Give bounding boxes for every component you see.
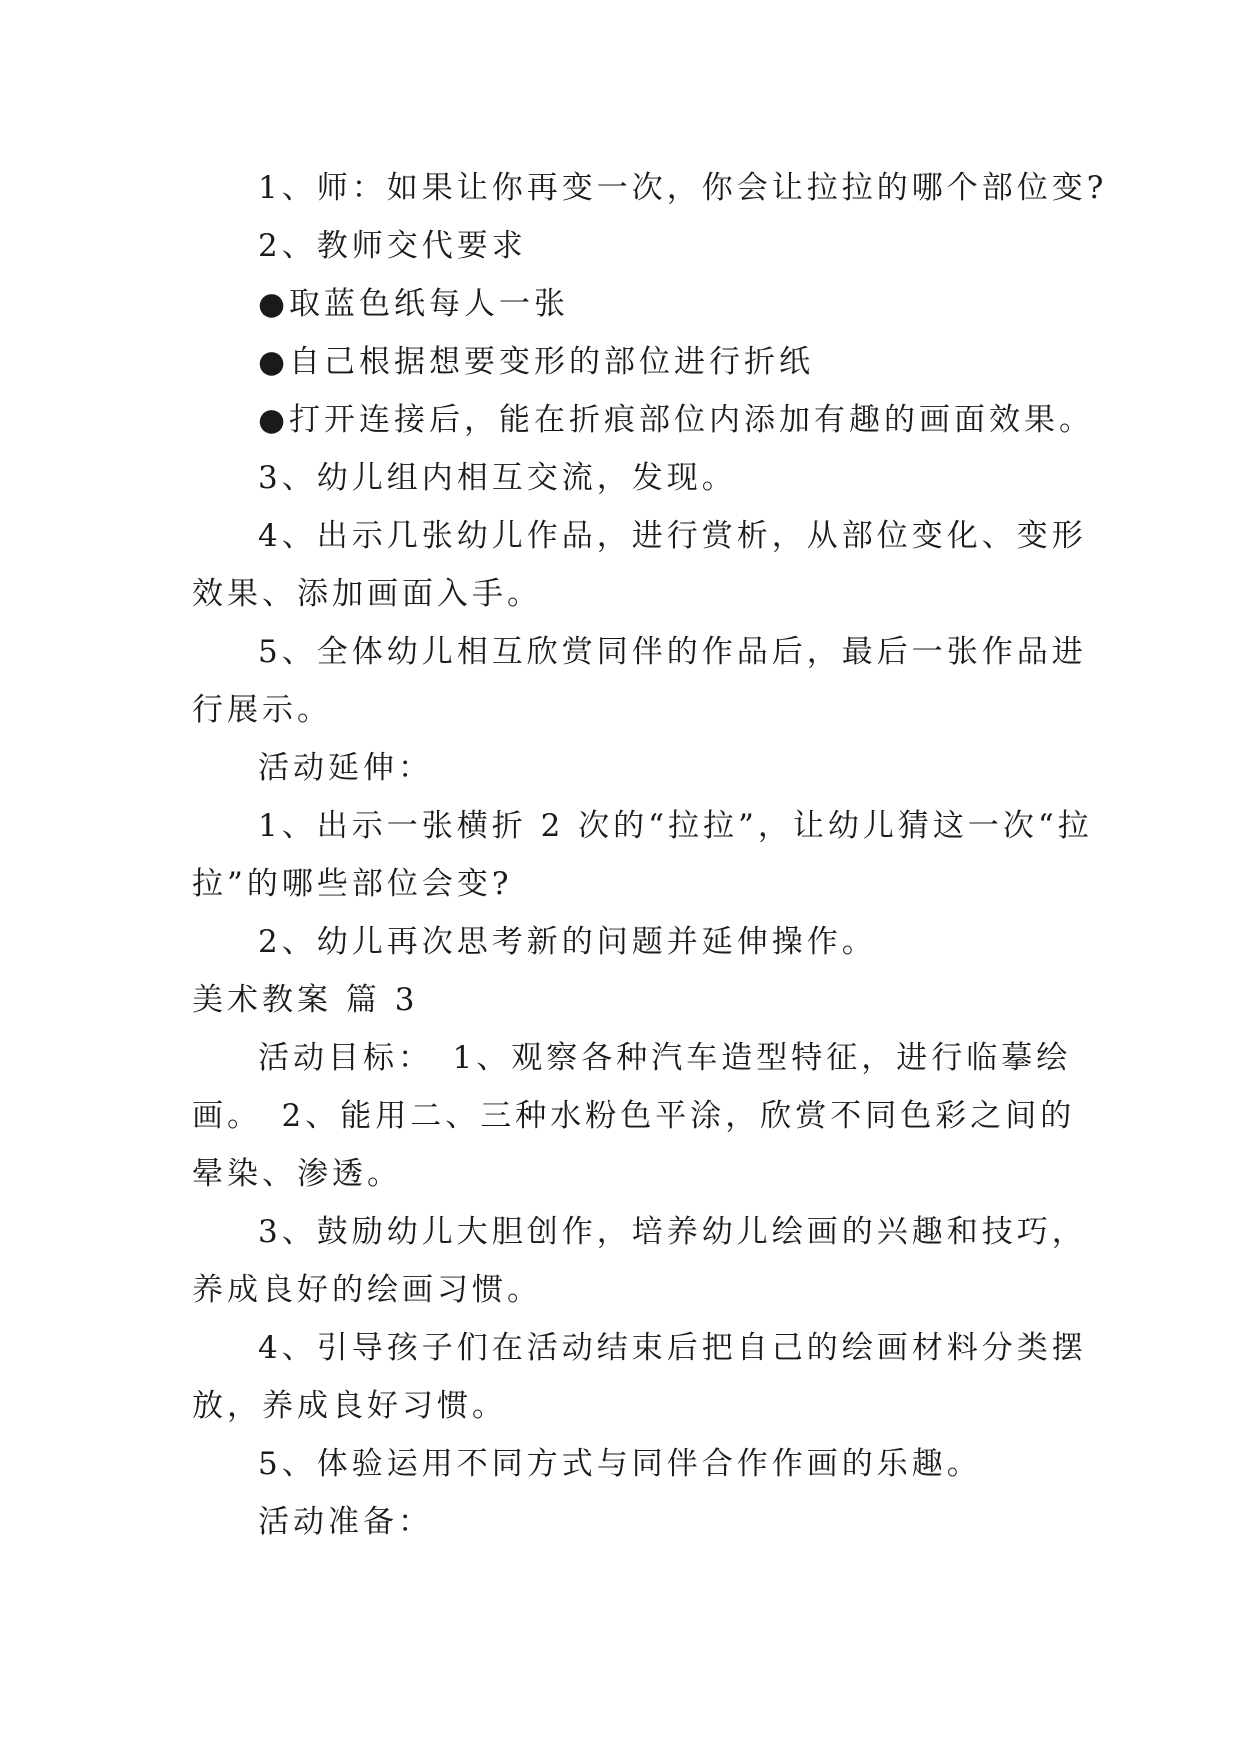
paragraph-line: 4、引导孩子们在活动结束后把自己的绘画材料分类摆 [258,1330,1087,1366]
section-heading: 活动延伸： [258,750,433,786]
bullet-item: ●自己根据想要变形的部位进行折纸 [258,344,815,380]
paragraph-line: 养成良好的绘画习惯。 [192,1272,542,1308]
bullet-item: ●打开连接后，能在折痕部位内添加有趣的画面效果。 [258,402,1095,438]
paragraph-line: 2、幼儿再次思考新的问题并延伸操作。 [258,924,877,960]
paragraph-line: 5、体验运用不同方式与同伴合作作画的乐趣。 [258,1446,982,1482]
paragraph-line: 晕染、渗透。 [192,1156,402,1192]
section-heading: 活动准备： [258,1504,433,1540]
paragraph-line: 1、出示一张横折 2 次的“拉拉”，让幼儿猜这一次“拉 [258,808,1093,844]
paragraph-line: 1、师：如果让你再变一次，你会让拉拉的哪个部位变? [258,170,1108,206]
paragraph-line: 拉”的哪些部位会变? [192,866,513,902]
paragraph-line: 放，养成良好习惯。 [192,1388,507,1424]
paragraph-line: 效果、添加画面入手。 [192,576,542,612]
paragraph-line: 4、出示几张幼儿作品，进行赏析，从部位变化、变形 [258,518,1087,554]
paragraph-line: 2、教师交代要求 [258,228,527,264]
paragraph-line: 5、全体幼儿相互欣赏同伴的作品后，最后一张作品进 [258,634,1087,670]
article-title: 美术教案 篇 3 [192,982,419,1018]
paragraph-line: 画。 2、能用二、三种水粉色平涂，欣赏不同色彩之间的 [192,1098,1076,1134]
paragraph-line: 活动目标： 1、观察各种汽车造型特征，进行临摹绘 [258,1040,1072,1076]
paragraph-line: 3、幼儿组内相互交流，发现。 [258,460,737,496]
paragraph-line: 行展示。 [192,692,332,728]
bullet-item: ●取蓝色纸每人一张 [258,286,570,322]
paragraph-line: 3、鼓励幼儿大胆创作，培养幼儿绘画的兴趣和技巧， [258,1214,1087,1250]
